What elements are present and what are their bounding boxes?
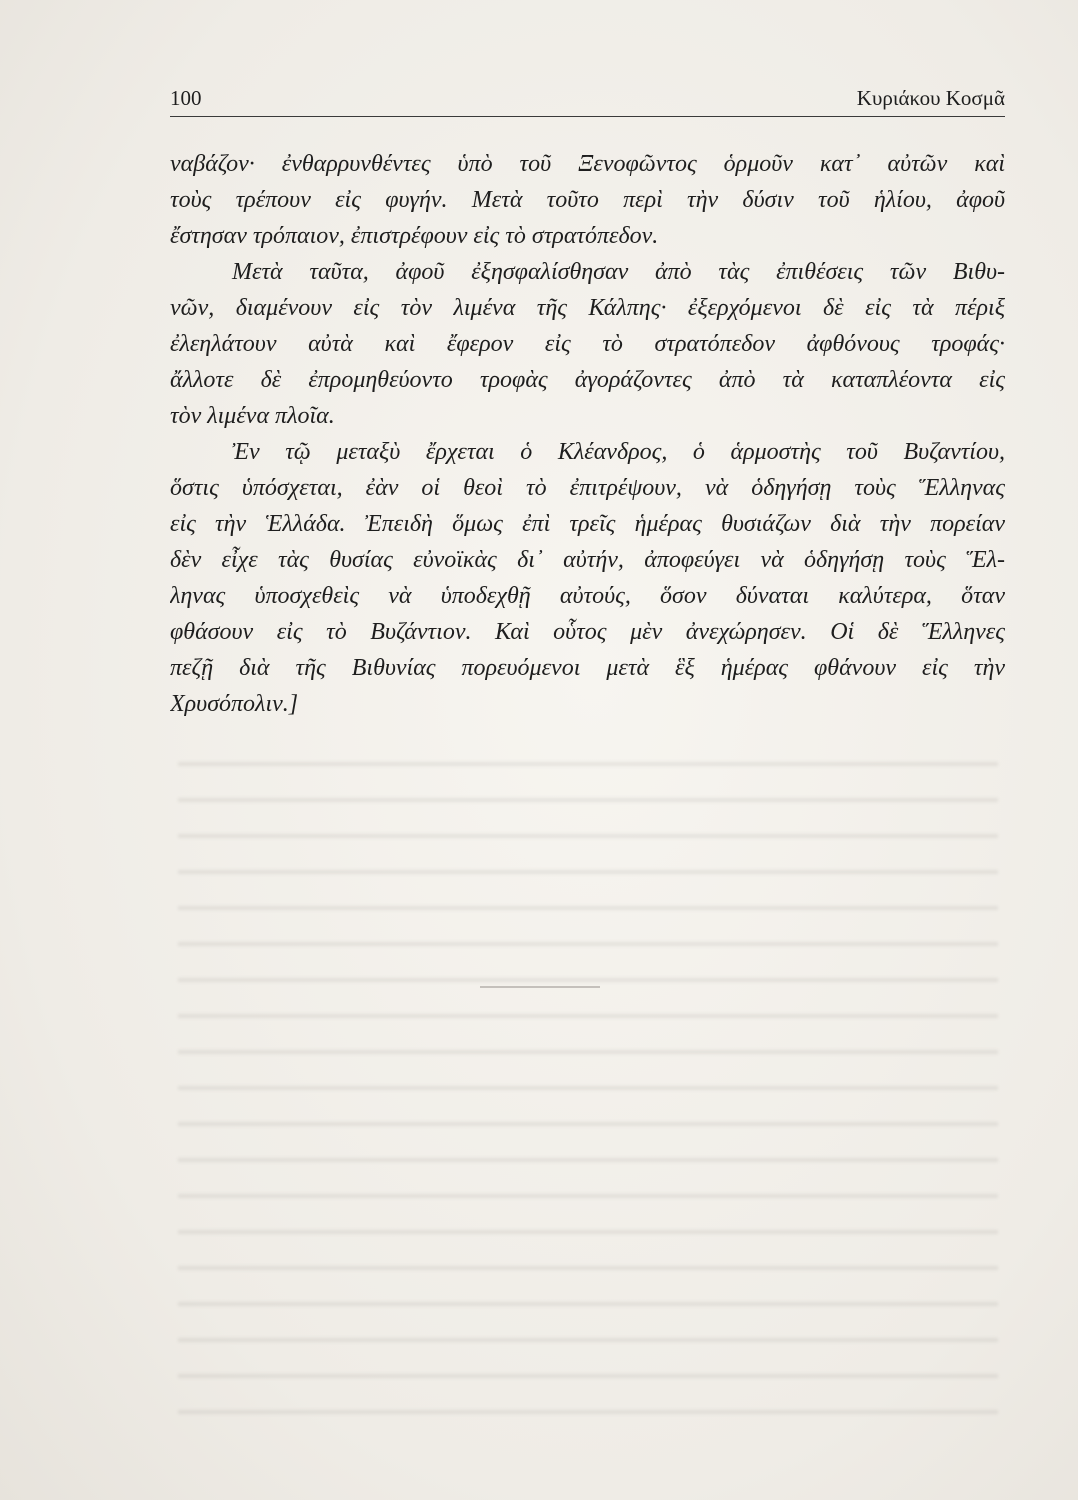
text-line: ὅστις ὑπόσχεται, ἐὰν οἱ θεοὶ τὸ ἐπιτρέψουν, νὰ ὁδηγήσῃ τοὺς Ἕλληνας (170, 475, 1005, 501)
text-line: τοὺς τρέπουν εἰς φυγήν. Μετὰ τοῦτο περὶ τὴν δύσιν τοῦ ἡλίου, ἀφοῦ (170, 187, 1005, 213)
text-line: Μετὰ ταῦτα, ἀφοῦ ἐξησφαλίσθησαν ἀπὸ τὰς ἐπιθέσεις τῶν Βιθυ- (232, 259, 1005, 285)
text-line: εἰς τὴν Ἑλλάδα. Ἐπειδὴ ὅμως ἐπὶ τρεῖς ἡμέρας θυσιάζων διὰ τὴν πορείαν (170, 511, 1005, 537)
bleed-through-rule (480, 986, 600, 988)
text-line: δὲν εἶχε τὰς θυσίας εὐνοϊκὰς δι᾽ αὐτήν, ἀποφεύγει νὰ ὁδηγήσῃ τοὺς Ἕλ- (170, 547, 1005, 573)
running-head: Κυριάκου Κοσμᾶ (856, 86, 1005, 110)
text-line: ἄλλοτε δὲ ἐπρομηθεύοντο τροφὰς ἀγοράζοντες ἀπὸ τὰ καταπλέοντα εἰς (170, 367, 1005, 393)
page-header (170, 82, 1005, 117)
text-line: Ἐν τῷ μεταξὺ ἔρχεται ὁ Κλέανδρος, ὁ ἁρμοστὴς τοῦ Βυζαντίου, (232, 439, 1005, 465)
body-text (170, 146, 1005, 722)
text-line: Χρυσόπολιν.] (170, 691, 299, 717)
text-line: ἐλεηλάτουν αὐτὰ καὶ ἔφερον εἰς τὸ στρατόπεδον ἀφθόνους τροφάς· (170, 331, 1005, 357)
text-line: πεζῇ διὰ τῆς Βιθυνίας πορευόμενοι μετὰ ἓξ ἡμέρας φθάνουν εἰς τὴν (170, 655, 1005, 681)
page-number: 100 (170, 86, 202, 110)
text-line: ναβάζον· ἐνθαρρυνθέντες ὑπὸ τοῦ Ξενοφῶντος ὁρμοῦν κατ᾽ αὐτῶν καὶ (170, 151, 1005, 177)
text-line: τὸν λιμένα πλοῖα. (170, 403, 335, 429)
bleed-through-texture (178, 740, 998, 1420)
text-line: νῶν, διαμένουν εἰς τὸν λιμένα τῆς Κάλπης· ἐξερχόμενοι δὲ εἰς τὰ πέριξ (170, 295, 1005, 321)
text-line: ληνας ὑποσχεθεὶς νὰ ὑποδεχθῇ αὐτούς, ὅσον δύναται καλύτερα, ὅταν (170, 583, 1005, 609)
text-line: ἔστησαν τρόπαιον, ἐπιστρέφουν εἰς τὸ στρατόπεδον. (170, 223, 659, 249)
text-line: φθάσουν εἰς τὸ Βυζάντιον. Καὶ οὗτος μὲν ἀνεχώρησεν. Οἱ δὲ Ἕλληνες (170, 619, 1005, 645)
